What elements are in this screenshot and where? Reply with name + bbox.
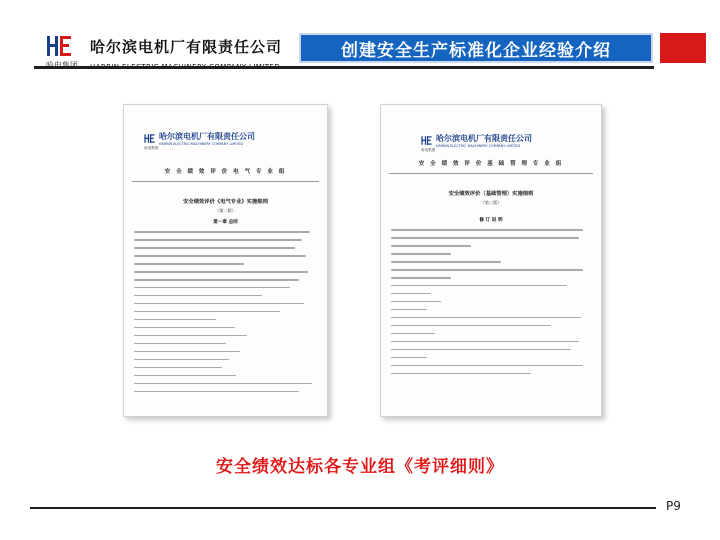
letterhead-logo-icon (421, 135, 432, 146)
body-text (134, 231, 317, 399)
slide-title: 创建安全生产标准化企业经验介绍 (341, 40, 611, 61)
document-page-electrical (123, 104, 328, 417)
company-name-cn: 哈尔滨电机厂有限责任公司 (90, 38, 283, 56)
page-rule (389, 173, 593, 174)
footer-divider (30, 507, 656, 509)
page-rule (132, 181, 319, 182)
document-title: 安全绩效评价《电气专业》实施细则 (183, 199, 268, 205)
letterhead-logo-icon (144, 133, 155, 144)
page-letterhead (421, 133, 532, 148)
document-section: 第一章 总则 (213, 220, 238, 225)
spec-group-line: 安 全 绩 效 评 价 基 础 管 理 专 业 组 (418, 161, 564, 167)
letterhead-company-cn: 哈尔滨电机厂有限责任公司 (159, 132, 255, 141)
letterhead-sub: 哈电集团 (144, 146, 159, 150)
header-divider (34, 66, 654, 69)
spec-group-line: 安 全 绩 效 评 价 电 气 专 业 组 (164, 169, 287, 175)
red-accent-block (660, 33, 706, 63)
document-section: 修 订 说 明 (479, 218, 503, 223)
letterhead-company-cn: 哈尔滨电机厂有限责任公司 (436, 134, 532, 143)
letterhead-sub: 哈电集团 (421, 148, 436, 152)
page-number: P9 (666, 499, 681, 513)
figure-caption: 安全绩效达标各专业组《考评细则》 (216, 457, 504, 477)
body-text (391, 229, 591, 381)
document-page-basic-management (380, 104, 602, 417)
document-edition: （第三版） (480, 200, 502, 205)
letterhead-company-en: HARBIN ELECTRIC MACHINERY COMPANY LIMITED (159, 142, 244, 146)
letterhead-company-en: HARBIN ELECTRIC MACHINERY COMPANY LIMITED (436, 144, 521, 148)
harbin-electric-logo-icon (46, 34, 72, 58)
document-edition: （第二版） (215, 208, 236, 213)
document-title: 安全绩效评价（基础管理）实施细则 (448, 191, 534, 197)
slide-title-banner (299, 33, 653, 63)
page-letterhead (144, 131, 255, 146)
